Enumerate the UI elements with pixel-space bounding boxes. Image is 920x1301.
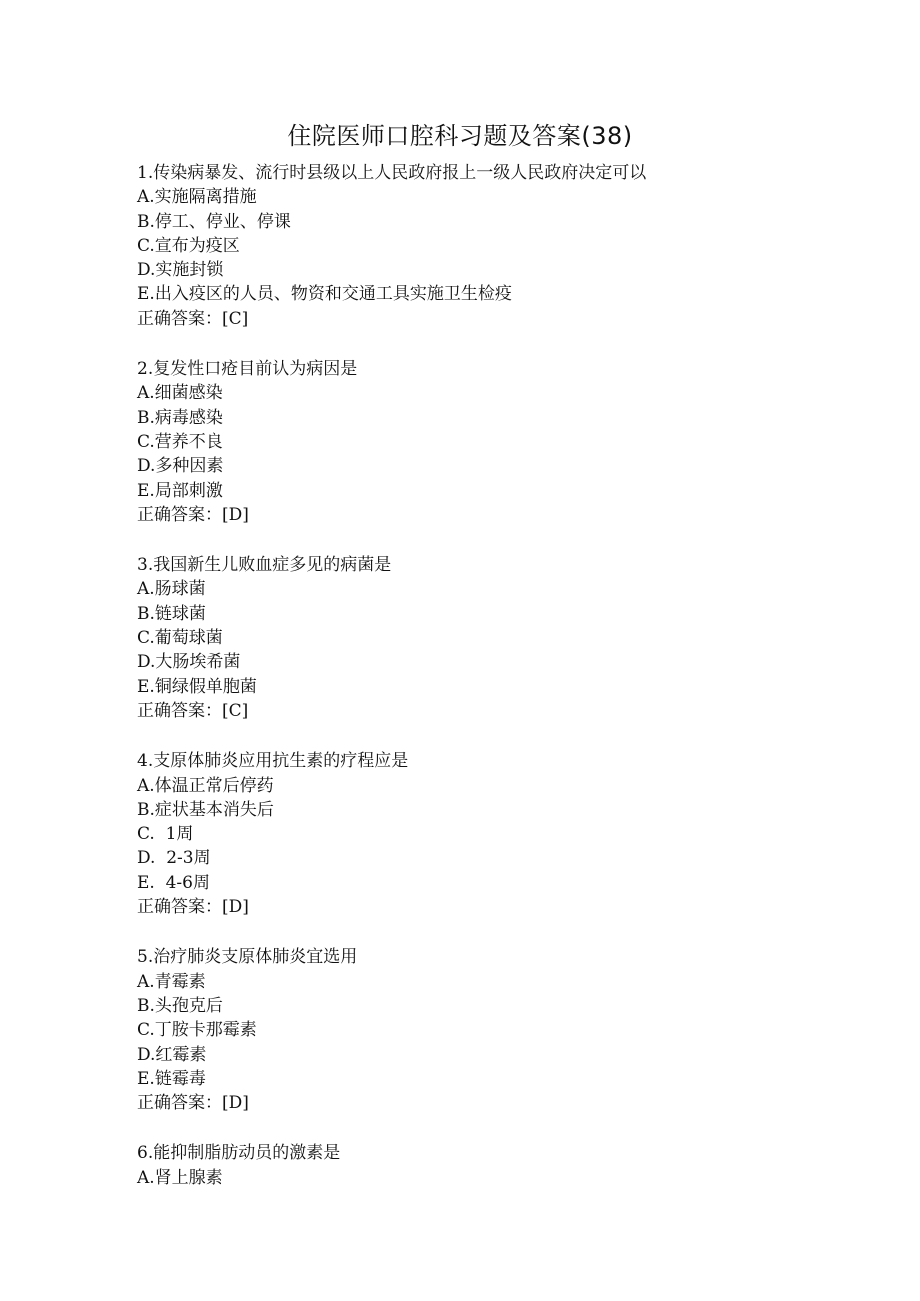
question-stem: 4.支原体肺炎应用抗生素的疗程应是 — [137, 751, 409, 772]
option-a: A.体温正常后停药 — [137, 775, 274, 796]
option-d: D.实施封锁 — [137, 260, 224, 281]
correct-answer: 正确答案：[D] — [137, 504, 249, 525]
question-4 — [137, 749, 857, 919]
option-c: C.葡萄球菌 — [137, 628, 223, 649]
option-a: A.实施隔离措施 — [137, 187, 257, 208]
question-stem: 5.治疗肺炎支原体肺炎宜选用 — [137, 947, 358, 968]
option-c: C.丁胺卡那霉素 — [137, 1020, 257, 1041]
option-a: A.青霉素 — [137, 971, 206, 992]
option-d: D.红霉素 — [137, 1044, 207, 1065]
option-b: B.头孢克后 — [137, 995, 223, 1016]
option-c: C. 1周 — [137, 824, 194, 845]
option-b: B.停工、停业、停课 — [137, 211, 291, 232]
correct-answer: 正确答案：[C] — [137, 700, 249, 721]
correct-answer: 正确答案：[D] — [137, 897, 249, 918]
option-b: B.症状基本消失后 — [137, 799, 274, 820]
question-1 — [137, 161, 857, 331]
correct-answer: 正确答案：[D] — [137, 1093, 249, 1114]
question-stem: 2.复发性口疮目前认为病因是 — [137, 359, 358, 380]
option-e: E.出入疫区的人员、物资和交通工具实施卫生检疫 — [137, 284, 512, 305]
option-e: E. 4-6周 — [137, 872, 210, 893]
option-e: E.铜绿假单胞菌 — [137, 676, 257, 697]
option-d: D.多种因素 — [137, 456, 224, 477]
option-b: B.病毒感染 — [137, 407, 223, 428]
question-2 — [137, 357, 857, 527]
option-c: C.宣布为疫区 — [137, 235, 240, 256]
document-title: 住院医师口腔科习题及答案(38) — [287, 122, 633, 150]
question-stem: 3.我国新生儿败血症多见的病菌是 — [137, 555, 392, 576]
question-stem: 6.能抑制脂肪动员的激素是 — [137, 1143, 341, 1164]
option-d: D.大肠埃希菌 — [137, 652, 241, 673]
option-e: E.局部刺激 — [137, 480, 223, 501]
option-b: B.链球菌 — [137, 603, 206, 624]
question-stem: 1.传染病暴发、流行时县级以上人民政府报上一级人民政府决定可以 — [137, 163, 647, 183]
option-a: A.肾上腺素 — [137, 1167, 223, 1188]
question-list — [137, 161, 857, 1216]
question-3 — [137, 553, 857, 723]
option-a: A.肠球菌 — [137, 579, 206, 600]
option-c: C.营养不良 — [137, 431, 223, 452]
correct-answer: 正确答案：[C] — [137, 308, 249, 329]
option-e: E.链霉毒 — [137, 1068, 206, 1089]
question-6 — [137, 1141, 857, 1190]
question-5 — [137, 945, 857, 1115]
option-d: D. 2-3周 — [137, 848, 211, 869]
option-a: A.细菌感染 — [137, 383, 223, 404]
